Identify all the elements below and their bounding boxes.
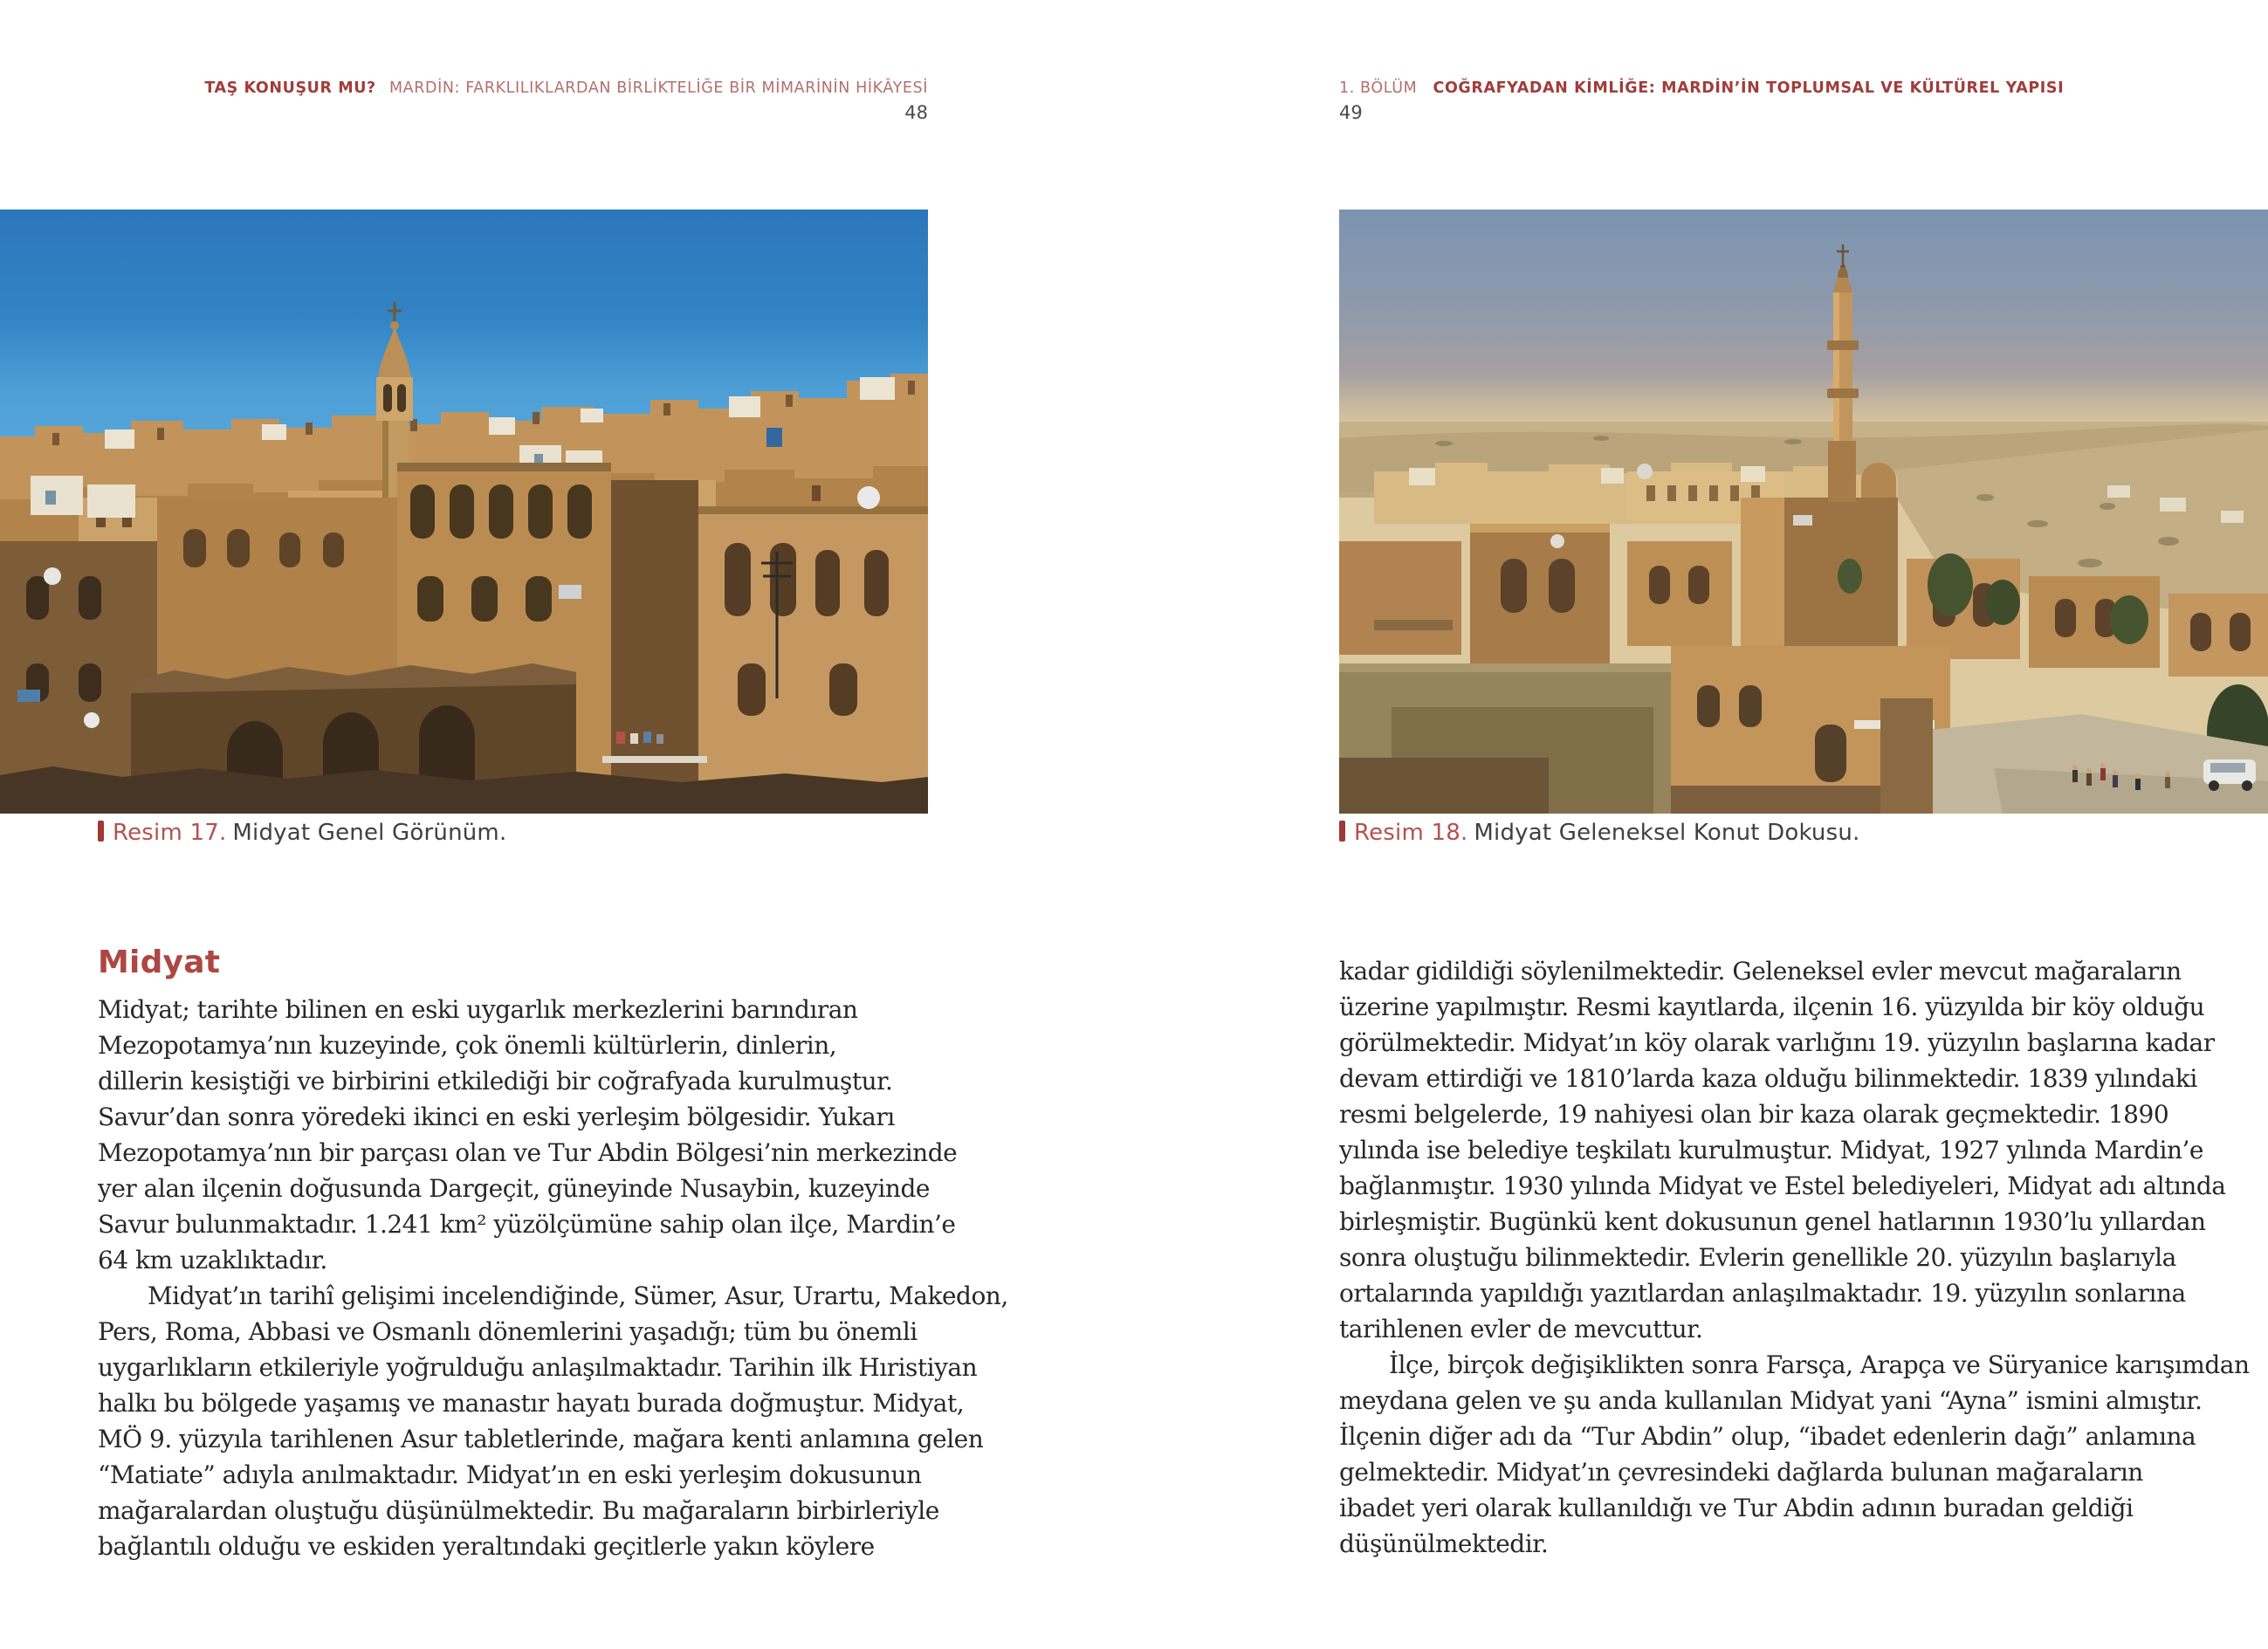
body-text-line: dillerin kesiştiği ve birbirini etkilediği bir coğrafyada kurulmuştur. bbox=[98, 1067, 893, 1096]
body-text-line: devam ettirdiği ve 1810’larda kaza olduğu bilinmektedir. 1839 yılındaki bbox=[1339, 1064, 2197, 1093]
body-text-line: görülmektedir. Midyat’ın köy olarak varlığını 19. yüzyılın başlarına kadar bbox=[1339, 1028, 2215, 1057]
body-text-line: İlçenin diğer adı da “Tur Abdin” olup, “ibadet edenlerin dağı” anlamına bbox=[1339, 1422, 2196, 1451]
body-text-line: Savur’dan sonra yöredeki ikinci en eski yerleşim bölgesidir. Yukarı bbox=[98, 1103, 895, 1131]
photo-midyat-traditional-houses-graphic bbox=[1339, 210, 2268, 814]
body-text-line: mağaralardan oluştuğu düşünülmektedir. Bu mağaraların birbirleriyle bbox=[98, 1496, 939, 1525]
body-text-line: yılında ise belediye teşkilatı kurulmuştur. Midyat, 1927 yılında Mardin’e bbox=[1339, 1136, 2203, 1165]
body-text-line: “Matiate” adıyla anılmaktadır. Midyat’ın en eski yerleşim dokusunun bbox=[98, 1460, 922, 1489]
caption-text: Midyat Geleneksel Konut Dokusu. bbox=[1474, 820, 1860, 846]
body-text-line: düşünülmektedir. bbox=[1339, 1529, 1549, 1558]
body-text-line: üzerine yapılmıştır. Resmi kayıtlarda, ilçenin 16. yüzyılda bir köy olduğu bbox=[1339, 993, 2205, 1021]
book-subtitle: MARDİN: FARKLILIKLARDAN BİRLİKTELİĞE BİR MİMARİNİN HİKÂYESİ bbox=[388, 79, 928, 97]
body-text-line: yer alan ilçenin doğusunda Dargeçit, güneyinde Nusaybin, kuzeyinde bbox=[98, 1174, 930, 1203]
caption-resim-17 bbox=[98, 819, 506, 846]
body-text-line: halkı bu bölgede yaşamış ve manastır hayatı burada doğmuştur. Midyat, bbox=[98, 1389, 965, 1418]
body-text-line: birleşmiştir. Bugünkü kent dokusunun genel hatlarının 1930’lu yıllardan bbox=[1339, 1207, 2206, 1236]
body-text-line: Savur bulunmaktadır. 1.241 km² yüzölçümüne sahip olan ilçe, Mardin’e bbox=[98, 1210, 956, 1239]
body-text-line: meydana gelen ve şu anda kullanılan Midyat yani “Ayna” ismini almıştır. bbox=[1339, 1386, 2203, 1415]
caption-marker-bar-icon bbox=[1339, 821, 1345, 842]
caption-text: Midyat Genel Görünüm. bbox=[232, 820, 507, 846]
body-text-line: ortalarında yapıldığı yazıtlardan anlaşılmaktadır. 19. yüzyılın sonlarına bbox=[1339, 1279, 2186, 1308]
body-text-line: İlçe, birçok değişiklikten sonra Farsça, Arapça ve Süryanice karışımdan bbox=[1389, 1350, 2250, 1379]
photo-midyat-general-view-graphic bbox=[0, 210, 928, 814]
photo-midyat-general-view bbox=[0, 210, 928, 814]
section-heading-midyat: Midyat bbox=[98, 945, 221, 980]
running-header-right bbox=[1339, 79, 2195, 98]
page-number-left: 48 bbox=[904, 102, 928, 123]
body-text-line: resmi belgelerde, 19 nahiyesi olan bir kaza olarak geçmektedir. 1890 bbox=[1339, 1100, 2169, 1129]
page-number-right: 49 bbox=[1339, 102, 1363, 123]
body-text-line: sonra oluştuğu bilinmektedir. Evlerin genellikle 20. yüzyılın başlarıyla bbox=[1339, 1243, 2176, 1272]
body-text-line: bağlantılı olduğu ve eskiden yeraltındaki geçitlerle yakın köylere bbox=[98, 1532, 875, 1561]
caption-marker-bar-icon bbox=[98, 821, 104, 842]
body-text-line: 64 km uzaklıktadır. bbox=[98, 1246, 327, 1275]
caption-label: Resim 17. bbox=[113, 820, 227, 846]
body-column-right bbox=[1339, 953, 2250, 1562]
body-text-line: Midyat’ın tarihî gelişimi incelendiğinde, Sümer, Asur, Urartu, Makedon, bbox=[148, 1281, 1008, 1310]
body-text-line: Pers, Roma, Abbasi ve Osmanlı dönemlerini yaşadığı; tüm bu önemli bbox=[98, 1317, 918, 1346]
body-text-line: Mezopotamya’nın kuzeyinde, çok önemli kültürlerin, dinlerin, bbox=[98, 1031, 837, 1060]
body-text-line: gelmektedir. Midyat’ın çevresindeki dağlarda bulunan mağaraların bbox=[1339, 1458, 2143, 1487]
body-text-line: uygarlıkların etkileriyle yoğrulduğu anlaşılmaktadır. Tarihin ilk Hıristiyan bbox=[98, 1353, 978, 1382]
photo-midyat-traditional-houses bbox=[1339, 210, 2268, 814]
body-text-line: Mezopotamya’nın bir parçası olan ve Tur Abdin Bölgesi’nin merkezinde bbox=[98, 1138, 958, 1167]
body-text-line: tarihlenen evler de mevcuttur. bbox=[1339, 1315, 1703, 1343]
body-column-left bbox=[98, 992, 1008, 1564]
body-text-line: bağlanmıştır. 1930 yılında Midyat ve Estel belediyeleri, Midyat adı altında bbox=[1339, 1171, 2226, 1200]
chapter-title: COĞRAFYADAN KİMLİĞE: MARDİN’İN TOPLUMSAL VE KÜLTÜREL YAPISI bbox=[1433, 79, 2065, 97]
body-text-line: MÖ 9. yüzyıla tarihlenen Asur tabletlerinde, mağara kenti anlamına gelen bbox=[98, 1425, 984, 1453]
caption-resim-18 bbox=[1339, 819, 1860, 846]
body-text-line: Midyat; tarihte bilinen en eski uygarlık merkezlerini barındıran bbox=[98, 995, 858, 1024]
running-header-left bbox=[98, 79, 928, 98]
book-title: TAŞ KONUŞUR MU? bbox=[204, 79, 376, 97]
chapter-number: 1. BÖLÜM bbox=[1339, 79, 1418, 97]
body-text-line: ibadet yeri olarak kullanıldığı ve Tur Abdin adının buradan geldiği bbox=[1339, 1494, 2134, 1522]
body-text-line: kadar gidildiği söylenilmektedir. Geleneksel evler mevcut mağaraların bbox=[1339, 957, 2182, 986]
caption-label: Resim 18. bbox=[1354, 820, 1468, 846]
